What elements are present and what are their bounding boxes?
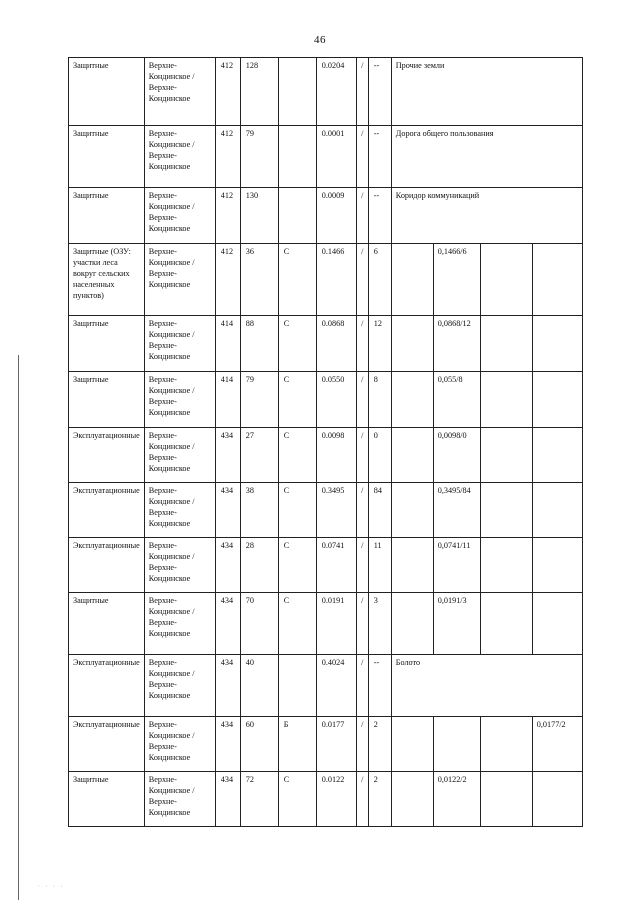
cell-quarter: 434 xyxy=(215,538,240,593)
cell-forest-type: Эксплуатационные xyxy=(69,717,145,772)
cell-quarter: 434 xyxy=(215,655,240,717)
cell-note xyxy=(391,316,433,372)
cell-forestry: Верхне-Кондинское / Верхне-Кондинское xyxy=(144,244,215,316)
cell-mark: 6 xyxy=(368,244,391,316)
cell-forestry: Верхне-Кондинское / Верхне-Кондинское xyxy=(144,126,215,188)
cell-quarter: 434 xyxy=(215,717,240,772)
cell-forest-type: Защитные xyxy=(69,58,145,126)
cell-mark: 84 xyxy=(368,483,391,538)
cell-volume-3 xyxy=(532,316,582,372)
table-row xyxy=(69,655,583,717)
cell-plot: 28 xyxy=(240,538,278,593)
cell-category xyxy=(278,58,316,126)
cell-plot: 128 xyxy=(240,58,278,126)
cell-plot: 40 xyxy=(240,655,278,717)
cell-volume-3 xyxy=(532,593,582,655)
cell-forest-type: Защитные xyxy=(69,593,145,655)
cell-plot: 79 xyxy=(240,126,278,188)
cell-plot: 72 xyxy=(240,772,278,827)
cell-volume-3 xyxy=(532,244,582,316)
cell-category xyxy=(278,126,316,188)
cell-category: С xyxy=(278,483,316,538)
cell-slash: / xyxy=(356,244,368,316)
cell-plot: 27 xyxy=(240,428,278,483)
cell-slash: / xyxy=(356,58,368,126)
cell-volume-2 xyxy=(480,772,532,827)
cell-quarter: 414 xyxy=(215,372,240,428)
cell-plot: 70 xyxy=(240,593,278,655)
cell-forestry: Верхне-Кондинское / Верхне-Кондинское xyxy=(144,483,215,538)
cell-volume-2 xyxy=(480,428,532,483)
cell-forestry: Верхне-Кондинское / Верхне-Кондинское xyxy=(144,316,215,372)
cell-forestry: Верхне-Кондинское / Верхне-Кондинское xyxy=(144,655,215,717)
cell-area: 0.0550 xyxy=(316,372,356,428)
cell-forest-type: Защитные (ОЗУ: участки леса вокруг сельских населенных пунктов) xyxy=(69,244,145,316)
cell-note xyxy=(391,717,433,772)
cell-plot: 38 xyxy=(240,483,278,538)
cell-slash: / xyxy=(356,483,368,538)
cell-forestry: Верхне-Кондинское / Верхне-Кондинское xyxy=(144,538,215,593)
cell-category: С xyxy=(278,772,316,827)
cell-area: 0.0122 xyxy=(316,772,356,827)
cell-category: С xyxy=(278,538,316,593)
table-row xyxy=(69,717,583,772)
cell-area: 0.0098 xyxy=(316,428,356,483)
cell-area: 0.1466 xyxy=(316,244,356,316)
cell-category xyxy=(278,188,316,244)
cell-volume-3 xyxy=(532,483,582,538)
scan-dots: · · · · xyxy=(38,884,65,890)
cell-plot: 88 xyxy=(240,316,278,372)
cell-forest-type: Защитные xyxy=(69,126,145,188)
cell-note: Коридор коммуникаций xyxy=(391,188,582,244)
cell-area: 0.0204 xyxy=(316,58,356,126)
cell-volume-1: 0,1466/6 xyxy=(433,244,480,316)
table-row xyxy=(69,483,583,538)
cell-category: С xyxy=(278,372,316,428)
cell-volume-1: 0,0191/3 xyxy=(433,593,480,655)
cell-plot: 79 xyxy=(240,372,278,428)
cell-mark: -- xyxy=(368,655,391,717)
cell-area: 0.0868 xyxy=(316,316,356,372)
cell-forestry: Верхне-Кондинское / Верхне-Кондинское xyxy=(144,428,215,483)
cell-volume-1: 0,0741/11 xyxy=(433,538,480,593)
cell-volume-2 xyxy=(480,717,532,772)
cell-area: 0.0177 xyxy=(316,717,356,772)
cell-quarter: 434 xyxy=(215,772,240,827)
cell-quarter: 434 xyxy=(215,428,240,483)
cell-mark: 2 xyxy=(368,717,391,772)
cell-volume-3 xyxy=(532,538,582,593)
cell-forestry: Верхне-Кондинское / Верхне-Кондинское xyxy=(144,372,215,428)
cell-note xyxy=(391,372,433,428)
land-plots-table xyxy=(68,57,583,827)
table-row xyxy=(69,58,583,126)
cell-mark: 11 xyxy=(368,538,391,593)
cell-quarter: 414 xyxy=(215,316,240,372)
cell-area: 0.0191 xyxy=(316,593,356,655)
cell-volume-3: 0,0177/2 xyxy=(532,717,582,772)
cell-forest-type: Защитные xyxy=(69,772,145,827)
table-row xyxy=(69,188,583,244)
cell-category xyxy=(278,655,316,717)
cell-slash: / xyxy=(356,772,368,827)
cell-category: Б xyxy=(278,717,316,772)
cell-category: С xyxy=(278,316,316,372)
cell-forest-type: Защитные xyxy=(69,316,145,372)
cell-volume-2 xyxy=(480,593,532,655)
cell-volume-3 xyxy=(532,772,582,827)
cell-forest-type: Защитные xyxy=(69,372,145,428)
cell-volume-3 xyxy=(532,428,582,483)
cell-slash: / xyxy=(356,126,368,188)
cell-note: Дорога общего пользования xyxy=(391,126,582,188)
table-row xyxy=(69,372,583,428)
cell-quarter: 412 xyxy=(215,188,240,244)
cell-area: 0.4024 xyxy=(316,655,356,717)
table-row xyxy=(69,316,583,372)
cell-forestry: Верхне-Кондинское / Верхне-Кондинское xyxy=(144,58,215,126)
cell-volume-2 xyxy=(480,244,532,316)
cell-mark: -- xyxy=(368,188,391,244)
cell-note: Болото xyxy=(391,655,582,717)
cell-forest-type: Эксплуатационные xyxy=(69,655,145,717)
table-row xyxy=(69,593,583,655)
table-row xyxy=(69,428,583,483)
cell-mark: 3 xyxy=(368,593,391,655)
cell-forest-type: Эксплуатационные xyxy=(69,483,145,538)
cell-area: 0.0001 xyxy=(316,126,356,188)
cell-mark: -- xyxy=(368,58,391,126)
cell-slash: / xyxy=(356,655,368,717)
cell-volume-1 xyxy=(433,717,480,772)
cell-forest-type: Эксплуатационные xyxy=(69,538,145,593)
cell-area: 0.3495 xyxy=(316,483,356,538)
cell-note xyxy=(391,772,433,827)
cell-slash: / xyxy=(356,538,368,593)
table-row xyxy=(69,244,583,316)
page-number: 46 xyxy=(314,34,326,46)
cell-category: С xyxy=(278,244,316,316)
table-row xyxy=(69,772,583,827)
cell-volume-1: 0,0122/2 xyxy=(433,772,480,827)
cell-note xyxy=(391,538,433,593)
cell-forestry: Верхне-Кондинское / Верхне-Кондинское xyxy=(144,717,215,772)
land-plots-table-wrapper xyxy=(68,57,583,827)
cell-slash: / xyxy=(356,372,368,428)
cell-slash: / xyxy=(356,428,368,483)
cell-volume-1: 0,0098/0 xyxy=(433,428,480,483)
cell-area: 0.0009 xyxy=(316,188,356,244)
cell-category: С xyxy=(278,593,316,655)
cell-volume-1: 0,0868/12 xyxy=(433,316,480,372)
cell-slash: / xyxy=(356,593,368,655)
cell-slash: / xyxy=(356,316,368,372)
cell-volume-2 xyxy=(480,316,532,372)
cell-plot: 36 xyxy=(240,244,278,316)
cell-mark: 8 xyxy=(368,372,391,428)
cell-volume-2 xyxy=(480,372,532,428)
cell-plot: 130 xyxy=(240,188,278,244)
cell-forest-type: Эксплуатационные xyxy=(69,428,145,483)
cell-note: Прочие земли xyxy=(391,58,582,126)
cell-mark: 0 xyxy=(368,428,391,483)
cell-volume-2 xyxy=(480,538,532,593)
cell-note xyxy=(391,244,433,316)
cell-volume-1: 0,3495/84 xyxy=(433,483,480,538)
cell-note xyxy=(391,483,433,538)
cell-slash: / xyxy=(356,717,368,772)
cell-mark: 12 xyxy=(368,316,391,372)
cell-quarter: 412 xyxy=(215,58,240,126)
cell-note xyxy=(391,593,433,655)
cell-forestry: Верхне-Кондинское / Верхне-Кондинское xyxy=(144,593,215,655)
table-row xyxy=(69,538,583,593)
table-row xyxy=(69,126,583,188)
cell-forestry: Верхне-Кондинское / Верхне-Кондинское xyxy=(144,772,215,827)
cell-forest-type: Защитные xyxy=(69,188,145,244)
table-body xyxy=(69,58,583,827)
cell-slash: / xyxy=(356,188,368,244)
cell-quarter: 434 xyxy=(215,483,240,538)
cell-area: 0.0741 xyxy=(316,538,356,593)
cell-volume-3 xyxy=(532,372,582,428)
cell-mark: -- xyxy=(368,126,391,188)
scan-edge-line xyxy=(18,355,19,900)
cell-volume-2 xyxy=(480,483,532,538)
cell-plot: 60 xyxy=(240,717,278,772)
cell-forestry: Верхне-Кондинское / Верхне-Кондинское xyxy=(144,188,215,244)
cell-note xyxy=(391,428,433,483)
cell-quarter: 412 xyxy=(215,244,240,316)
cell-quarter: 412 xyxy=(215,126,240,188)
cell-volume-1: 0,055/8 xyxy=(433,372,480,428)
cell-quarter: 434 xyxy=(215,593,240,655)
cell-category: С xyxy=(278,428,316,483)
cell-mark: 2 xyxy=(368,772,391,827)
